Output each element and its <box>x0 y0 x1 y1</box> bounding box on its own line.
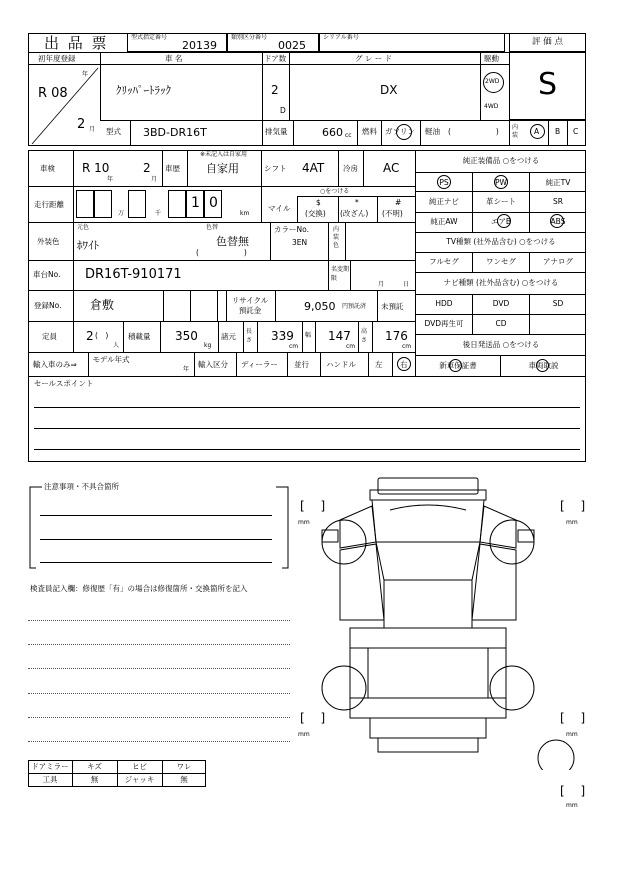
row-divider <box>28 290 415 291</box>
inspection-month-unit: 月 <box>151 176 158 183</box>
mileage-digit-box <box>94 190 112 218</box>
col-divider <box>302 321 303 352</box>
col-divider <box>261 186 262 222</box>
fuel-light-oil: 軽油 <box>425 127 440 136</box>
col-divider <box>338 150 339 186</box>
handle-label: ハンドル <box>326 360 356 369</box>
inspection-label: 車検 <box>40 164 55 173</box>
footer-cell: ワレ <box>176 762 192 771</box>
col-divider <box>328 222 329 260</box>
footer-cell: ジャッキ <box>124 775 155 784</box>
tire-bracket-spare: [ ] <box>560 784 586 798</box>
unknown-label: (不明) <box>382 209 403 218</box>
mm-fl: mm <box>298 519 310 526</box>
col-divider <box>297 196 298 222</box>
inspector-line <box>28 668 290 669</box>
drive-4wd: 4WD <box>484 103 499 110</box>
import-only-label: 輸入車のみ⇒ <box>33 360 77 369</box>
mileage-digit2: 0 <box>209 195 218 211</box>
col-divider <box>123 321 124 352</box>
col-divider <box>236 352 237 376</box>
notes-line <box>40 515 272 516</box>
footer-cell: キズ <box>87 762 102 771</box>
capacity-paren: ( ) <box>95 331 109 340</box>
col-divider <box>100 52 101 120</box>
col-divider <box>392 352 393 376</box>
import-class-label: 輸入区分 <box>198 360 228 369</box>
ac-value: AC <box>383 161 400 175</box>
mileage-man-unit: 万 <box>118 210 125 217</box>
drive-label: 駆動 <box>484 54 499 63</box>
usage-note: ※未記入は自家用 <box>200 151 248 158</box>
row-divider <box>415 314 586 315</box>
col-divider <box>243 321 244 352</box>
navi-dvd-play: DVD再生可 <box>424 319 464 328</box>
tire-bracket-fl: [ ] <box>300 499 326 513</box>
col-divider <box>162 150 163 186</box>
notes-label: 注意事項・不具合箇所 <box>44 482 119 491</box>
navi-cd: CD <box>495 319 507 328</box>
sales-points-label: セールスポイント <box>34 379 94 388</box>
equip-pw: PW <box>495 178 507 187</box>
drive-2wd: 2WD <box>485 78 500 85</box>
col-divider <box>420 120 421 146</box>
handle-left: 左 <box>375 360 383 369</box>
grade-label: グ レ ー ド <box>355 54 393 63</box>
col-divider <box>377 196 378 222</box>
doors-value: 2 <box>271 83 279 97</box>
mm-rr: mm <box>566 731 578 738</box>
color-label: 外装色 <box>37 237 60 246</box>
row-divider <box>415 232 586 233</box>
load-unit: kg <box>204 342 212 349</box>
model-year-unit: 年 <box>183 366 190 373</box>
length-value: 339 <box>271 329 294 343</box>
row-divider <box>415 172 586 173</box>
equip-aw: 純正AW <box>430 217 458 226</box>
col-divider <box>548 120 549 146</box>
col-divider <box>315 321 316 352</box>
mm-fr: mm <box>566 519 578 526</box>
load-value: 350 <box>175 329 198 343</box>
col-divider <box>270 222 271 260</box>
height-label: 高さ <box>361 328 368 344</box>
label-column-divider <box>73 150 74 352</box>
mm-spare: mm <box>566 802 578 809</box>
later-header: 後日発送品 ○をつける <box>462 340 540 349</box>
usage-value: 自家用 <box>206 162 239 175</box>
capacity-label: 定員 <box>42 332 57 341</box>
footer-cell: ドアミラー <box>31 762 69 771</box>
tire-bracket-rr: [ ] <box>560 711 586 725</box>
col-divider <box>190 290 191 321</box>
doors-sub: D <box>280 106 286 115</box>
mileage-mark-note: ○をつける <box>320 188 350 195</box>
shift-label: シフト <box>264 164 287 173</box>
tire-bracket-fr: [ ] <box>560 499 586 513</box>
equip-navi: 純正ナビ <box>429 197 459 206</box>
unknown-sym: # <box>395 198 402 207</box>
col-divider <box>372 321 373 352</box>
col-divider <box>345 222 346 260</box>
navi-dvd: DVD <box>492 299 510 308</box>
inspection-month: 2 <box>143 161 151 175</box>
col-divider <box>363 150 364 186</box>
col-divider <box>163 290 164 321</box>
mileage-sen-unit: 千 <box>155 210 162 217</box>
fuel-selected-circle <box>396 124 412 140</box>
equip-abs: ABS <box>550 217 566 226</box>
mileage-digit-box <box>168 190 186 218</box>
year-unit: 年 <box>82 71 89 78</box>
inspector-line <box>28 693 290 694</box>
later-warranty: 新車保証書 <box>439 361 477 370</box>
chassis-label: 車台No. <box>33 270 61 279</box>
type-cert-label: 型式指定番号 <box>131 34 168 41</box>
tamper-label: (改ざん) <box>340 209 369 218</box>
width-value: 147 <box>328 329 351 343</box>
col-divider <box>217 290 218 321</box>
row-divider <box>415 272 586 273</box>
handle-right: 右 <box>400 360 408 369</box>
tv-header: TV種類 (社外品含む) ○をつける <box>446 237 556 246</box>
row-divider <box>415 212 586 213</box>
height-unit: cm <box>402 343 412 350</box>
sheet-title: 出 品 票 <box>44 34 109 52</box>
class-label: 類別区分番号 <box>231 34 268 41</box>
later-manual: 車両取説 <box>528 361 559 370</box>
col-divider <box>257 321 258 352</box>
color-code-value: 3EN <box>292 238 308 247</box>
grade-value: DX <box>380 83 398 97</box>
registration-value: 倉敷 <box>90 298 115 312</box>
first-reg-month: 2 <box>77 117 86 132</box>
type-cert-value: 20139 <box>182 39 217 52</box>
sales-line <box>34 428 580 429</box>
orig-color-value: ﾎﾜｲﾄ <box>77 239 99 252</box>
col-divider <box>368 352 369 376</box>
fuel-gasoline: ガソリン <box>385 127 415 136</box>
equip-ps: PS <box>439 178 449 187</box>
row-divider <box>28 352 415 353</box>
col-divider <box>358 321 359 352</box>
col-divider <box>261 150 262 186</box>
col-divider <box>287 352 288 376</box>
col-divider <box>130 120 131 146</box>
row-divider <box>415 334 586 335</box>
registration-label: 登録No. <box>34 301 62 310</box>
recycle-value: 9,050 <box>304 300 336 313</box>
chassis-value: DR16T-910171 <box>85 267 182 282</box>
orig-color-label: 元色 <box>77 224 90 231</box>
mileage-label: 走行距離 <box>34 200 64 209</box>
row-divider <box>415 294 586 295</box>
width-unit: cm <box>346 343 356 350</box>
dealer-label: ディーラー <box>241 360 278 369</box>
col-divider <box>509 120 510 146</box>
footer-cell: ヒビ <box>132 762 147 771</box>
notes-line <box>40 539 272 540</box>
col-divider <box>381 120 382 146</box>
equip-airbag: エアB <box>490 217 512 226</box>
col-divider <box>88 352 89 376</box>
mileage-digit-box <box>128 190 146 218</box>
length-unit: cm <box>289 343 299 350</box>
tamper-sym: * <box>355 198 359 207</box>
row-divider <box>100 120 586 121</box>
col-divider <box>218 321 219 352</box>
inspection-era: R 10 <box>82 161 110 175</box>
recycle-label: リサイクル預託金 <box>231 296 269 315</box>
color-code-label: カラーNo. <box>274 225 309 234</box>
row-divider <box>28 186 415 187</box>
displacement-label: 排気量 <box>265 127 288 136</box>
first-reg-label: 初年度登録 <box>38 54 76 63</box>
parallel-label: 並行 <box>294 360 309 369</box>
load-label: 積載量 <box>128 332 151 341</box>
mileage-digit1: 1 <box>191 195 200 211</box>
mileage-digit-box <box>76 190 94 218</box>
first-reg-era: R 08 <box>38 86 68 101</box>
row-divider <box>28 376 586 377</box>
tv-analog: アナログ <box>543 257 573 266</box>
interior-a: A <box>534 127 540 136</box>
col-divider <box>480 52 481 120</box>
tv-oneseg: ワンセグ <box>486 257 516 266</box>
row-divider <box>28 260 415 261</box>
equip-sr: SR <box>553 197 563 206</box>
mile-label: マイル <box>268 204 291 213</box>
model-label: 型式 <box>106 127 121 136</box>
repaint-paren: ( ) <box>196 248 247 257</box>
model-year-label: モデル年式 <box>92 355 130 364</box>
interior-color-label: 内装色 <box>333 226 340 249</box>
length-label: 長さ <box>246 328 253 344</box>
col-divider <box>226 290 227 321</box>
name-change-label: 名変期限 <box>331 266 350 282</box>
col-divider <box>377 290 378 321</box>
col-divider <box>328 260 329 290</box>
mm-rl: mm <box>298 731 310 738</box>
month-unit: 月 <box>89 126 96 133</box>
navi-header: ナビ種類 (社外品含む) ○をつける <box>443 278 559 287</box>
name-change-day: 日 <box>403 281 410 288</box>
inspection-year-unit: 年 <box>107 176 114 183</box>
row-divider <box>415 252 586 253</box>
usage-label: 車歴 <box>165 164 180 173</box>
displacement-unit: cc <box>345 132 352 139</box>
capacity-value: 2 <box>86 329 94 343</box>
equipment-header: 純正装備品 ○をつける <box>462 156 540 165</box>
col-divider <box>357 120 358 146</box>
repaint-value: 色替無 <box>216 235 249 248</box>
inspector-line <box>28 644 290 645</box>
footer-cell: 無 <box>90 775 99 784</box>
exchange-label: (交換) <box>305 209 326 218</box>
row-divider <box>415 191 586 192</box>
col-divider <box>350 260 351 290</box>
navi-hdd: HDD <box>435 299 453 308</box>
col-divider <box>567 120 568 146</box>
row-divider <box>28 222 415 223</box>
interior-b: B <box>555 127 561 136</box>
vehicle-diagram <box>300 470 600 770</box>
equip-leather: 革シート <box>486 197 516 206</box>
col-divider <box>293 120 294 146</box>
name-label: 車 名 <box>165 54 183 63</box>
capacity-unit: 人 <box>113 342 120 349</box>
shift-value: 4AT <box>302 161 325 175</box>
navi-sd: SD <box>552 299 564 308</box>
col-divider <box>262 52 263 146</box>
displacement-value: 660 <box>322 126 343 139</box>
name-change-month: 月 <box>378 281 385 288</box>
first-reg-diagonal <box>28 64 100 146</box>
mileage-km-unit: km <box>240 210 250 217</box>
sales-line <box>34 407 580 408</box>
tv-fullseg: フルセグ <box>429 257 459 266</box>
row-divider <box>297 196 415 197</box>
inspector-line <box>28 717 290 718</box>
col-divider <box>160 321 161 352</box>
col-divider <box>194 352 195 376</box>
fuel-label: 燃料 <box>362 127 377 136</box>
interior-c: C <box>573 127 579 136</box>
serial-label: シリアル番号 <box>323 34 359 41</box>
notes-bracket <box>26 486 292 570</box>
equip-tv: 純正TV <box>545 178 571 187</box>
col-divider <box>275 290 276 321</box>
row-divider <box>28 321 415 322</box>
not-deposited: 未預託 <box>381 302 404 311</box>
vehicle-name: ｸﾘｯﾊﾟｰﾄﾗｯｸ <box>116 84 171 97</box>
exchange-sym: $ <box>316 198 321 207</box>
interior-label: 内装 <box>512 124 519 139</box>
doors-label: ドア数 <box>264 54 287 63</box>
fuel-paren: ( ) <box>448 127 499 136</box>
col-divider <box>320 352 321 376</box>
inspector-label: 検査員記入欄：修復歴「有」の場合は修復箇所・交換箇所を記入 <box>30 584 248 593</box>
height-value: 176 <box>385 329 408 343</box>
col-divider <box>187 150 188 186</box>
inspector-line <box>28 620 290 621</box>
ac-label: 冷房 <box>343 164 358 173</box>
grade-points-value: S <box>537 67 558 102</box>
inspector-line <box>28 741 290 742</box>
width-label: 幅 <box>305 332 312 339</box>
repaint-label: 色替 <box>206 224 219 231</box>
recycle-unit: 円預託済 <box>342 303 367 310</box>
sales-line <box>34 449 580 450</box>
col-divider <box>289 52 290 120</box>
notes-line <box>40 562 272 563</box>
grade-points-label: 評 価 点 <box>532 37 563 47</box>
tire-bracket-rl: [ ] <box>300 711 326 725</box>
col-divider <box>338 196 339 222</box>
footer-cell: 工具 <box>42 775 58 784</box>
footer-cell: 無 <box>180 775 188 784</box>
dims-label: 諸元 <box>221 332 236 341</box>
class-value: 0025 <box>278 39 306 52</box>
model-value: 3BD-DR16T <box>143 126 207 139</box>
